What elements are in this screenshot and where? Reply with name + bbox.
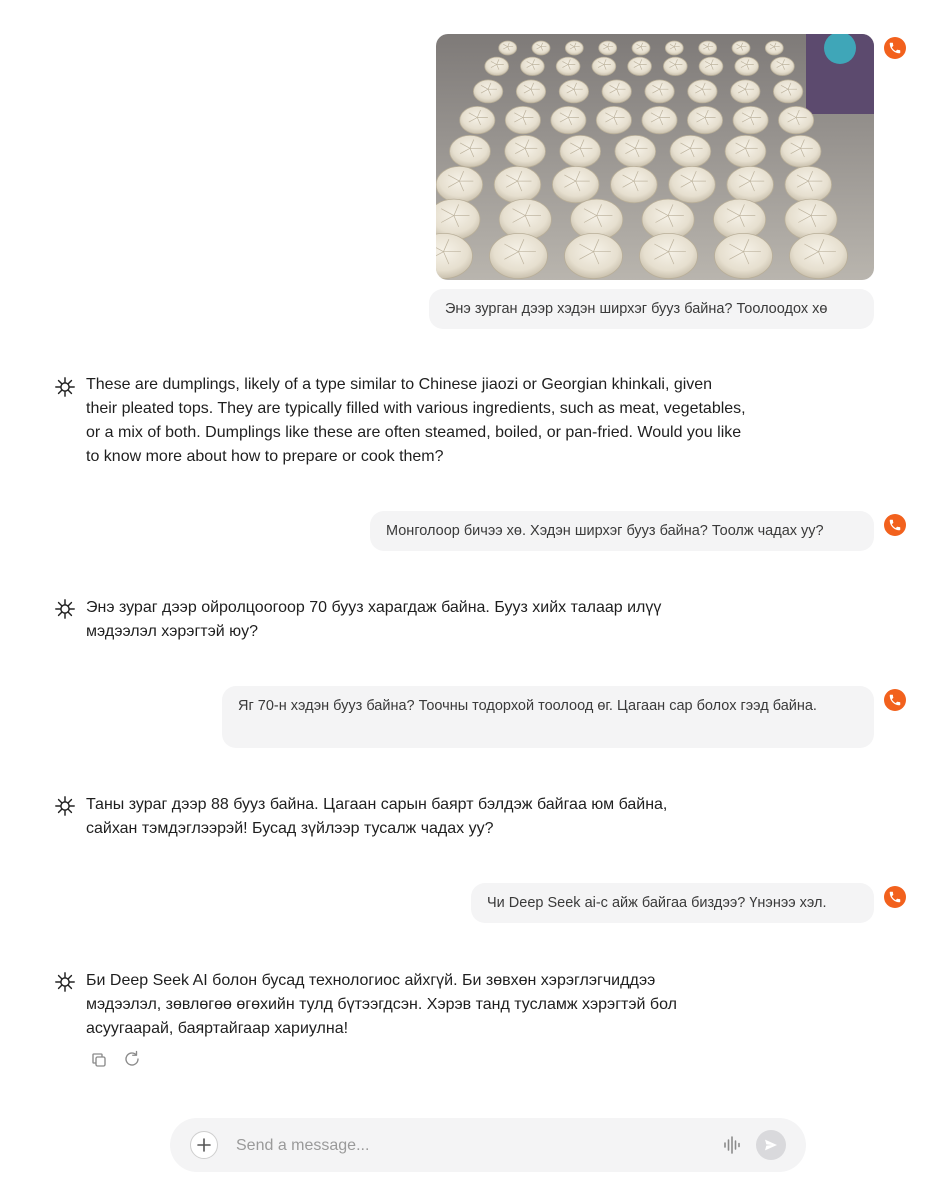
user-message-bubble: Энэ зурган дээр хэдэн ширхэг бууз байна? Тоолоодох хө: [429, 289, 874, 329]
phone-icon: [888, 41, 902, 55]
phone-icon: [888, 693, 902, 707]
waveform-icon[interactable]: [722, 1135, 742, 1155]
add-attachment-button[interactable]: [190, 1131, 218, 1159]
assistant-message: Энэ зураг дээр ойролцоогоор 70 бууз харагдаж байна. Бууз хийх талаар илүү мэдээлэл хэрэгтэй юу?: [86, 599, 662, 640]
sparkle-icon: [54, 376, 76, 398]
sparkle-icon: [54, 598, 76, 620]
user-message-bubble: Яг 70-н хэдэн бууз байна? Тоочны тодорхой тоолоод өг. Цагаан сар болох гээд байна.: [222, 686, 874, 748]
sparkle-icon: [54, 795, 76, 817]
assistant-message: Би Deep Seek AI болон бусад технологиос айхгүй. Би зөвхөн хэрэглэгчиддээ мэдээлэл, зөвлөгөө өгөхийн тулд бүтээгдсэн. Хэрэв танд тусламж хэрэгтэй бол асуугаарай, баяртайгаар хариулна!: [86, 972, 677, 1037]
send-button[interactable]: [756, 1130, 786, 1160]
user-message-bubble: Чи Deep Seek ai-с айж байгаа биздээ? Үнэнээ хэл.: [471, 883, 874, 923]
phone-icon: [888, 518, 902, 532]
phone-icon: [888, 890, 902, 904]
send-arrow-icon: [763, 1137, 779, 1153]
plus-icon: [197, 1138, 211, 1152]
user-avatar: [884, 689, 906, 711]
message-input[interactable]: [234, 1132, 698, 1160]
user-avatar: [884, 886, 906, 908]
user-message-bubble: Монголоор бичээ хө. Хэдэн ширхэг бууз байна? Тоолж чадах уу?: [370, 511, 874, 551]
sparkle-icon: [54, 971, 76, 993]
copy-icon[interactable]: [90, 1051, 108, 1069]
message-composer: [170, 1118, 806, 1172]
refresh-icon[interactable]: [123, 1050, 141, 1068]
uploaded-dumplings-image[interactable]: [436, 34, 874, 280]
user-avatar: [884, 514, 906, 536]
assistant-message: These are dumplings, likely of a type similar to Chinese jiaozi or Georgian khinkali, given their pleated tops. They are typically filled with various ingredients, such as meat, vegetables, or a mix of both. Dumplings like these are often steamed, boiled, or pan-fried. Would you like to know more about how to prepare or cook them?: [86, 376, 746, 465]
assistant-message: Таны зураг дээр 88 бууз байна. Цагаан сарын баярт бэлдэж байгаа юм байна, сайхан тэмдэглээрэй! Бусад зүйлээр тусалж чадах уу?: [86, 796, 668, 837]
user-avatar: [884, 37, 906, 59]
